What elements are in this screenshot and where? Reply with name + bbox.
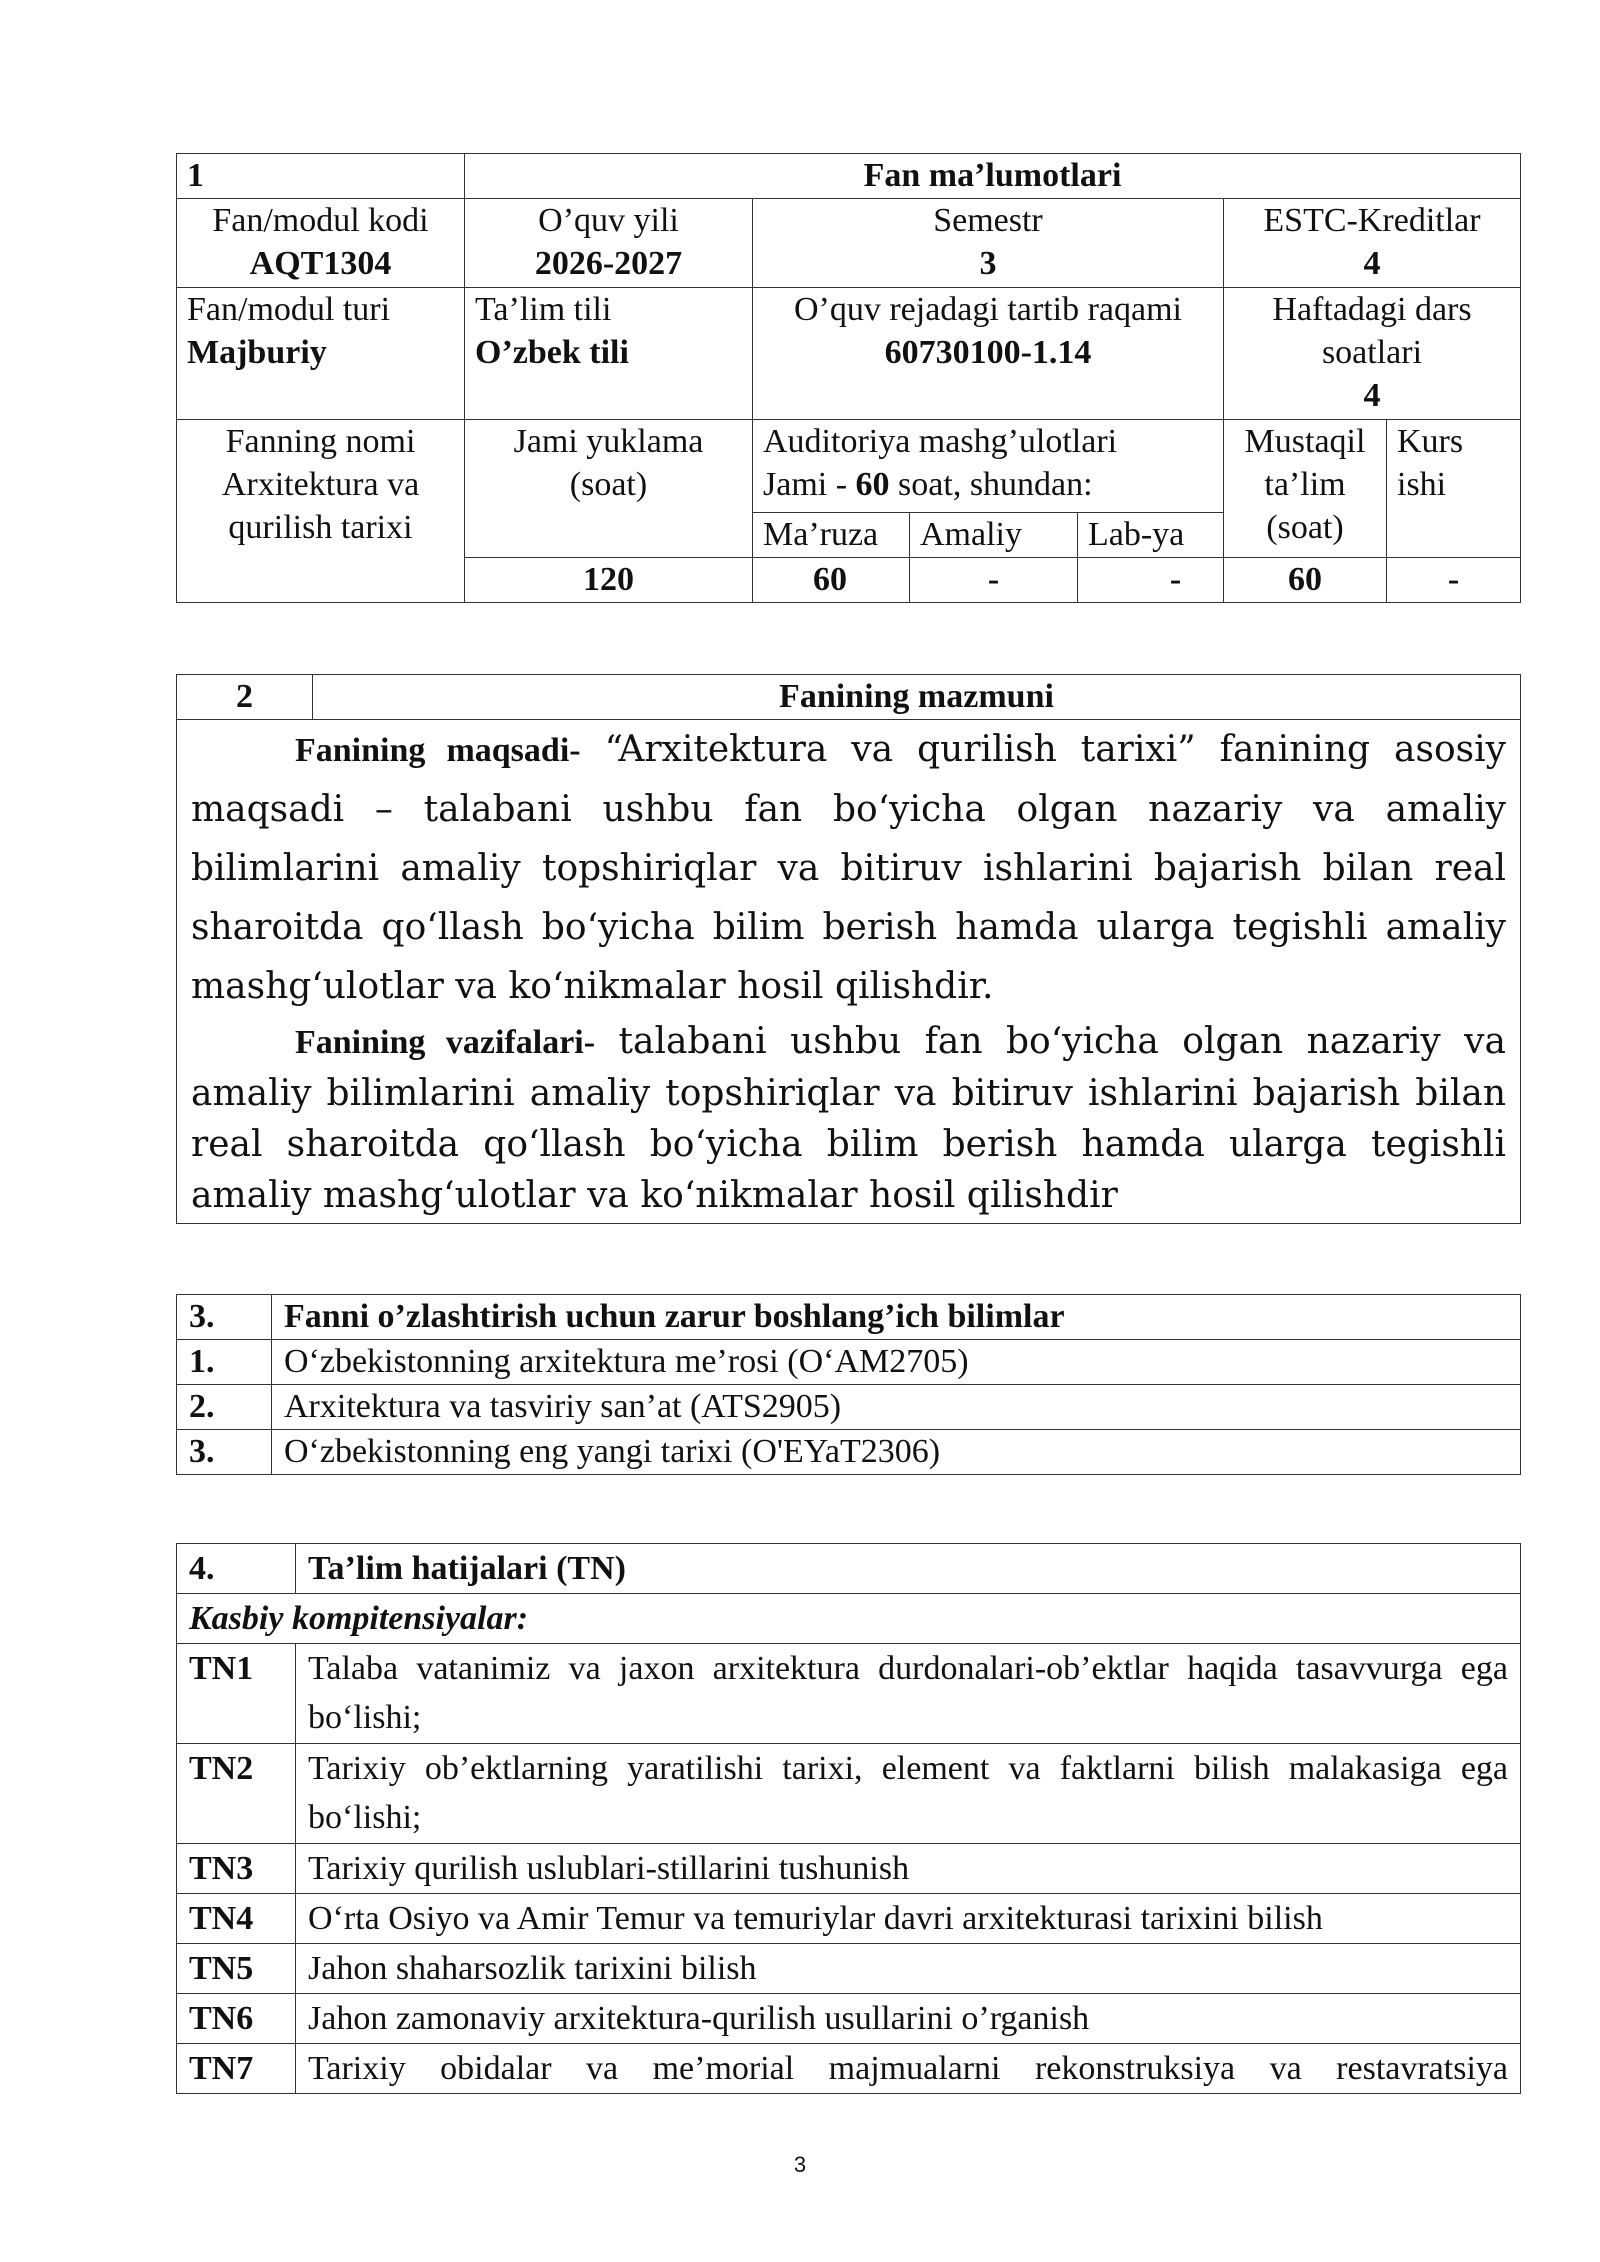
semester-label: Semestr	[933, 202, 1043, 239]
weekly-label: Haftadagi dars soatlari	[1272, 291, 1472, 371]
outcome-code: TN5	[177, 1944, 296, 1994]
independent-value: 60	[1224, 558, 1387, 603]
goal-label: Fanining maqsadi-	[295, 732, 581, 769]
outcome-text: Jahon shaharsozlik tarixini bilish	[296, 1944, 1521, 1994]
lecture-label: Ma’ruza	[753, 513, 910, 558]
outcome-text: Jahon zamonaviy arxitektura-qurilish usullarini o’rganish	[296, 1994, 1521, 2044]
plan-cell	[753, 288, 1224, 420]
outcome-code: TN4	[177, 1894, 296, 1944]
auditorium-cell	[753, 420, 1224, 513]
outcome-text: Tarixiy ob’ektlarning yaratilishi tarixi, element va faktlarni bilish malakasiga ega bo‘lishi;	[296, 1744, 1521, 1844]
outcome-code: TN3	[177, 1844, 296, 1894]
weekly-cell	[1224, 288, 1521, 420]
code-cell	[177, 199, 465, 288]
name-value: Arxitektura va qurilish tarixi	[221, 466, 420, 546]
independent-label: Mustaqil ta’lim (soat)	[1224, 420, 1387, 558]
table-row	[177, 1894, 1521, 1944]
lecture-value: 60	[753, 558, 910, 603]
name-cell	[177, 420, 465, 603]
table-row	[177, 1340, 1521, 1385]
plan-value: 60730100-1.14	[884, 334, 1092, 371]
name-label: Fanning nomi	[225, 423, 416, 460]
section-title: Fan ma’lumotlari	[465, 154, 1521, 199]
table-row	[177, 1430, 1521, 1475]
weekly-value: 4	[1363, 377, 1381, 414]
section-title: Fanining mazmuni	[313, 675, 1521, 720]
outcome-code: TN7	[177, 2044, 296, 2094]
lab-value: -	[1078, 558, 1224, 603]
outcome-text: Tarixiy obidalar va me’morial majmualarni rekonstruksiya va restavratsiya	[296, 2044, 1521, 2094]
total-value: 120	[465, 558, 753, 603]
row-number: 2.	[177, 1385, 272, 1430]
section-number: 1	[177, 154, 465, 199]
outcomes-subtitle: Kasbiy kompitensiyalar:	[177, 1594, 1521, 1644]
goal-paragraph	[191, 720, 1506, 1016]
auditorium-total	[763, 463, 1213, 506]
outcome-code: TN6	[177, 1994, 296, 2044]
row-number: 1.	[177, 1340, 272, 1385]
tasks-paragraph	[191, 1016, 1506, 1221]
auditorium-total-value: 60	[855, 466, 890, 503]
page-number: 3	[793, 2152, 807, 2177]
tasks-text: talabani ushbu fan bo‘yicha olgan nazariy va amaliy bilimlarini amaliy topshiriqlar va bitiruv ishlarini bajarish bilan real sharoitda qo‘llash bo‘yicha bilim berish hamda ularga tegishli amaliy mashg‘ulotlar va ko‘nikmalar hosil qilishdir	[191, 1021, 1506, 1216]
year-cell	[465, 199, 753, 288]
lang-cell	[465, 288, 753, 420]
outcomes-table	[176, 1543, 1521, 2094]
section-number: 4.	[177, 1544, 296, 1594]
semester-cell	[753, 199, 1224, 288]
auditorium-label: Auditoriya mashg’ulotlari	[763, 423, 1118, 460]
section-number: 2	[177, 675, 313, 720]
table-row	[177, 1944, 1521, 1994]
semester-value: 3	[979, 245, 997, 282]
credits-cell	[1224, 199, 1521, 288]
goal-text: “Arxitektura va qurilish tarixi” fanining asosiy maqsadi – talabani ushbu fan bo‘yicha olgan nazariy va amaliy bilimlarini amaliy topshiriqlar va bitiruv ishlarini bajarish bilan real sharoitda qo‘llash bo‘yicha bilim berish hamda ularga tegishli amaliy mashg‘ulotlar va ko‘nikmalar hosil qilishdir.	[191, 729, 1506, 1007]
table-row	[177, 1385, 1521, 1430]
auditorium-total-pre: Jami -	[763, 466, 856, 503]
lab-label: Lab-ya	[1078, 513, 1224, 558]
table-row	[177, 1644, 1521, 1744]
code-label: Fan/modul kodi	[212, 202, 429, 239]
row-text: O‘zbekistonning eng yangi tarixi (O'EYaT2306)	[272, 1430, 1521, 1475]
year-value: 2026-2027	[534, 245, 683, 282]
type-cell	[177, 288, 465, 420]
total-label: Jami yuklama (soat)	[465, 420, 753, 558]
table-row	[177, 2044, 1521, 2094]
year-label: O’quv yili	[538, 202, 679, 239]
credits-label: ESTC-Kreditlar	[1263, 202, 1481, 239]
fan-info-table	[176, 153, 1521, 603]
section-title: Fanni o’zlashtirish uchun zarur boshlang’ich bilimlar	[272, 1295, 1521, 1340]
prerequisites-table	[176, 1294, 1521, 1475]
outcome-text: Talaba vatanimiz va jaxon arxitektura durdonalari-ob’ektlar haqida tasavvurga ega bo‘lishi;	[296, 1644, 1521, 1744]
section-title: Ta’lim hatijalari (TN)	[296, 1544, 1521, 1594]
outcome-code: TN1	[177, 1644, 296, 1744]
outcome-text: O‘rta Osiyo va Amir Temur va temuriylar davri arxitekturasi tarixini bilish	[296, 1894, 1521, 1944]
course-value: -	[1387, 558, 1521, 603]
row-text: O‘zbekistonning arxitektura me’rosi (O‘AM2705)	[272, 1340, 1521, 1385]
outcome-text: Tarixiy qurilish uslublari-stillarini tushunish	[296, 1844, 1521, 1894]
practical-label: Amaliy	[910, 513, 1078, 558]
type-label: Fan/modul turi	[187, 291, 391, 328]
content-table	[176, 674, 1521, 1224]
auditorium-total-post: soat, shundan:	[889, 466, 1093, 503]
course-label: Kurs ishi	[1387, 420, 1521, 558]
table-row	[177, 1844, 1521, 1894]
row-text: Arxitektura va tasviriy san’at (ATS2905)	[272, 1385, 1521, 1430]
code-value: AQT1304	[249, 245, 392, 282]
section-number: 3.	[177, 1295, 272, 1340]
table-row	[177, 1744, 1521, 1844]
plan-label: O’quv rejadagi tartib raqami	[793, 291, 1182, 328]
type-value: Majburiy	[187, 334, 327, 371]
lang-label: Ta’lim tili	[475, 291, 612, 328]
row-number: 3.	[177, 1430, 272, 1475]
tasks-label: Fanining vazifalari-	[295, 1024, 596, 1061]
table-row	[177, 1994, 1521, 2044]
content-body	[177, 720, 1521, 1224]
credits-value: 4	[1363, 245, 1381, 282]
lang-value: O’zbek tili	[475, 334, 629, 371]
outcome-code: TN2	[177, 1744, 296, 1844]
practical-value: -	[910, 558, 1078, 603]
